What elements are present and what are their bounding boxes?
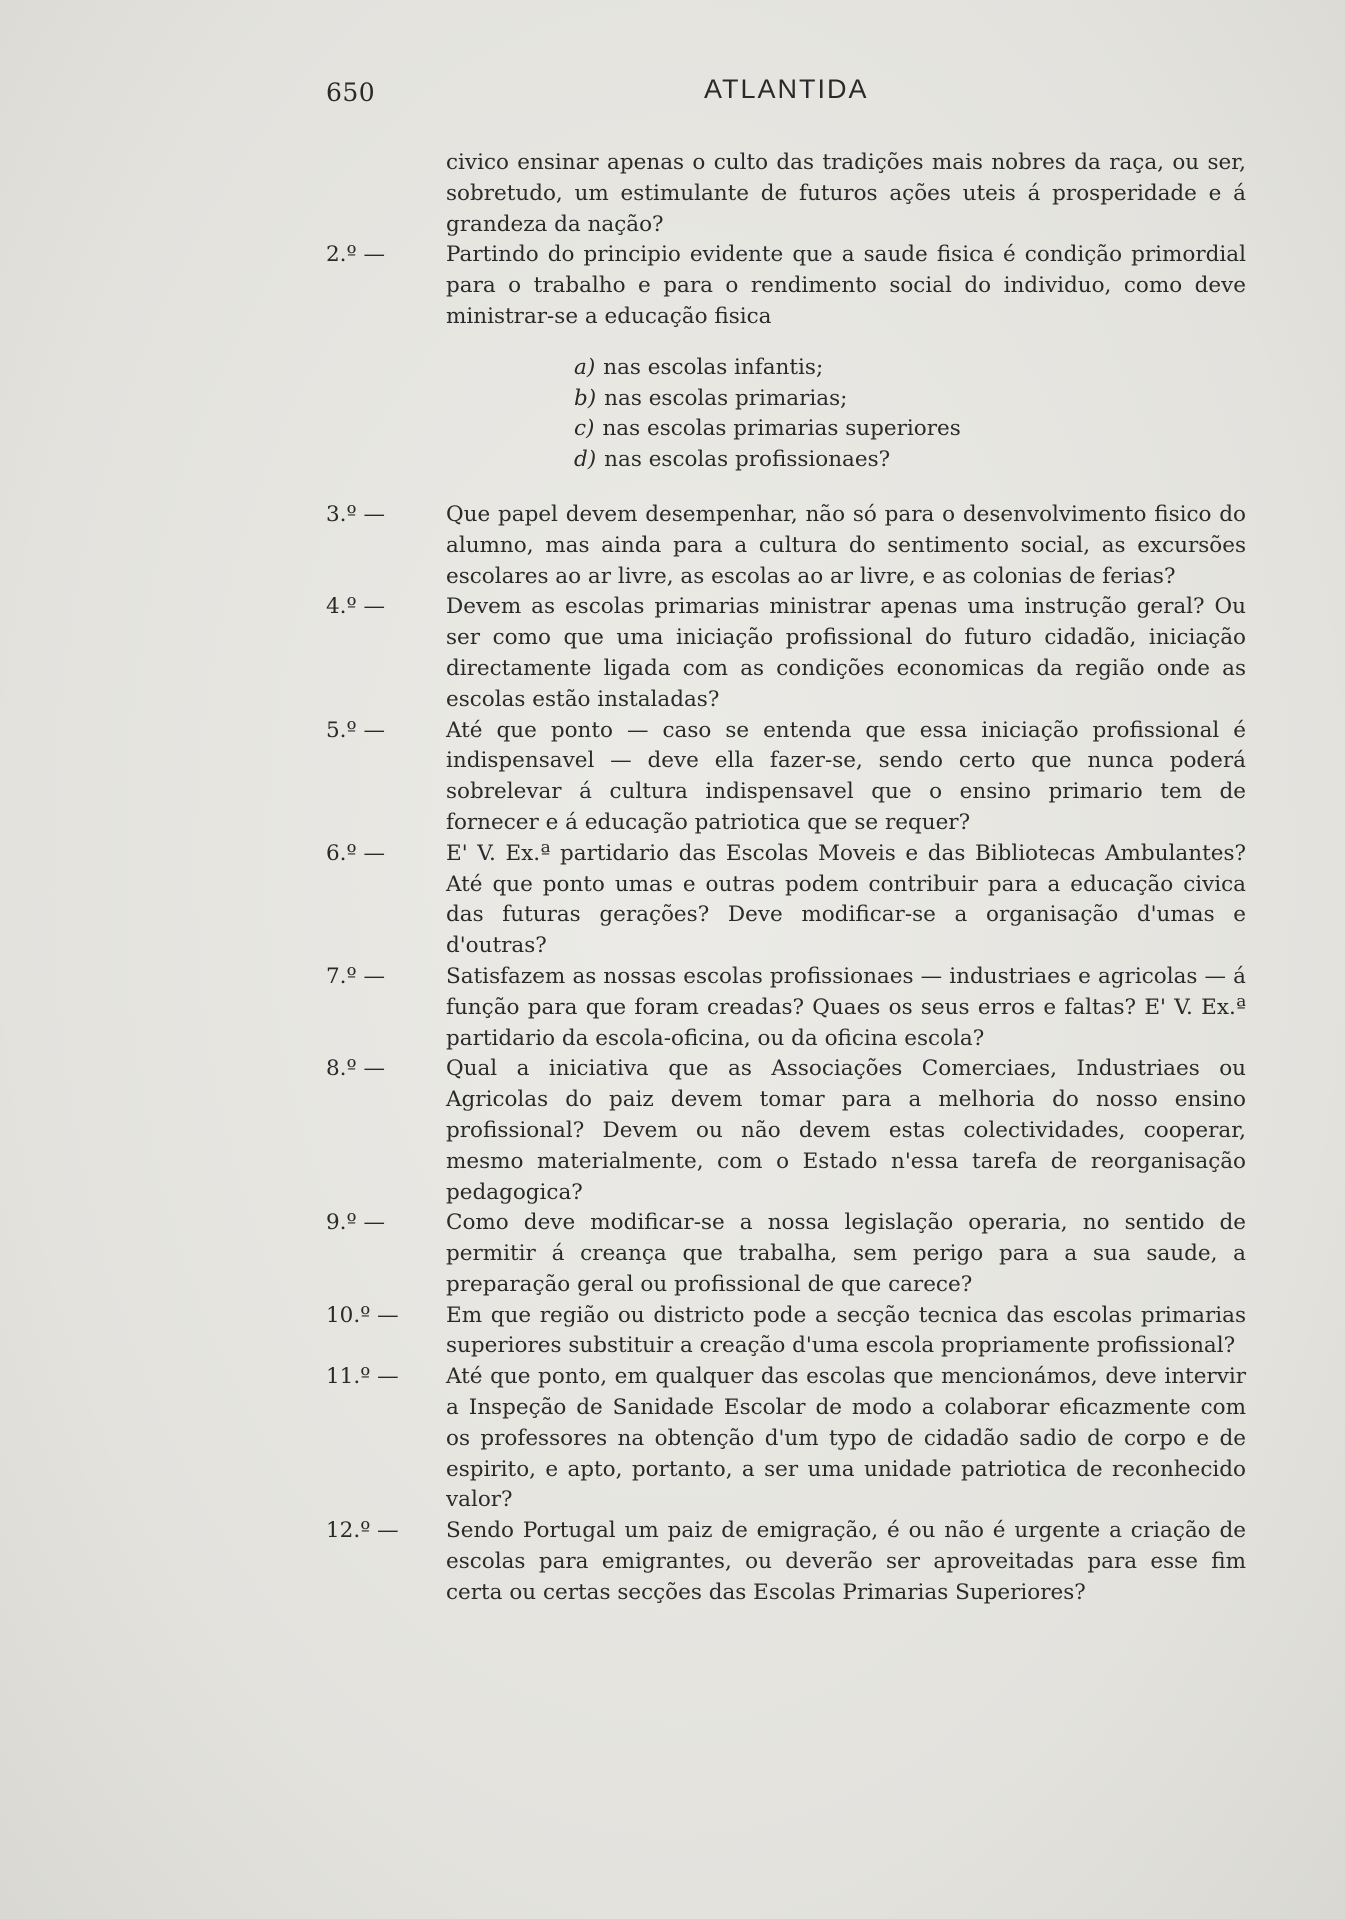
question-text: Qual a iniciativa que as Associações Comerciaes, Industriaes ou Agricolas do paiz devem tomar para a melhoria do nosso ensino profissional? Devem ou não devem estas colectividades, cooperar, mesmo materialmente, com o Estado n'essa tarefa de reorganisação pedagogica? <box>446 1056 1246 1205</box>
question-number: 7.º — <box>326 963 385 989</box>
question-11 <box>326 1362 1246 1516</box>
question-number: 8.º — <box>326 1056 385 1082</box>
questions-body <box>326 148 1246 1609</box>
question-5 <box>326 716 1246 839</box>
sub-item <box>574 445 1246 476</box>
question-number: 3.º — <box>326 501 385 527</box>
sub-item-text: nas escolas infantis; <box>603 354 824 380</box>
question-text: Como deve modificar-se a nossa legislação operaria, no sentido de permitir á creança que trabalha, sem perigo para a sua saude, a preparação geral ou profissional de que carece? <box>446 1210 1246 1297</box>
question-text: Sendo Portugal um paiz de emigração, é ou não é urgente a criação de escolas para emigrantes, ou deverão ser aproveitadas para esse fim certa ou certas secções das Escolas Primarias Superiores? <box>446 1518 1246 1605</box>
question-text: Partindo do principio evidente que a saude fisica é condição primordial para o trabalho e para o rendimento social do individuo, como deve ministrar-se a educação fisica <box>446 242 1246 329</box>
sub-item-text: nas escolas primarias; <box>604 385 848 411</box>
running-title: ATLANTIDA <box>704 74 869 104</box>
question-number: 2.º — <box>326 242 385 268</box>
question-number: 10.º — <box>326 1302 399 1328</box>
question-text: Até que ponto — caso se entenda que essa iniciação profissional é indispensavel — deve ella fazer-se, sendo certo que nunca poderá sobrelevar á cultura indispensavel que o ensino primario tem de fornecer e á educação patriotica que se requer? <box>446 717 1246 835</box>
question-number: 6.º — <box>326 840 385 866</box>
question-text: Em que região ou districto pode a secção tecnica das escolas primarias superiores substituir a creação d'uma escola propriamente profissional? <box>446 1302 1246 1359</box>
question-3 <box>326 500 1246 592</box>
question-9 <box>326 1208 1246 1300</box>
sub-item <box>574 353 1246 384</box>
page-header <box>0 74 1345 114</box>
question-12 <box>326 1516 1246 1608</box>
sub-item-list <box>326 353 1246 476</box>
question-number: 9.º — <box>326 1210 385 1236</box>
question-text: civico ensinar apenas o culto das tradições mais nobres da raça, ou ser, sobretudo, um estimulante de futuros ações uteis á prosperidade e á grandeza da nação? <box>446 150 1246 237</box>
sub-item <box>574 414 1246 445</box>
question-number: 11.º — <box>326 1364 399 1390</box>
sub-item-letter: d) <box>574 447 597 473</box>
question-7 <box>326 962 1246 1054</box>
sub-item <box>574 384 1246 415</box>
question-number: 5.º — <box>326 717 385 743</box>
question-10 <box>326 1301 1246 1363</box>
question-4 <box>326 592 1246 715</box>
question-2 <box>326 240 1246 332</box>
question-8 <box>326 1054 1246 1208</box>
question-text: Devem as escolas primarias ministrar apenas uma instrução geral? Ou ser como que uma iniciação profissional do futuro cidadão, iniciação directamente ligada com as condições economicas da região onde as escolas estão instaladas? <box>446 594 1246 712</box>
sub-item-letter: b) <box>574 385 597 411</box>
question-number: 12.º — <box>326 1518 399 1544</box>
sub-item-text: nas escolas profissionaes? <box>604 447 891 473</box>
question-number: 4.º — <box>326 594 385 620</box>
question-text: Satisfazem as nossas escolas profissionaes — industriaes e agricolas — á função para que foram creadas? Quaes os seus erros e faltas? E' V. Ex.ª partidario da escola-oficina, ou da oficina escola? <box>446 963 1246 1051</box>
question-6 <box>326 839 1246 962</box>
sub-item-text: nas escolas primarias superiores <box>602 416 961 442</box>
question-text: E' V. Ex.ª partidario das Escolas Moveis e das Bibliotecas Ambulantes? Até que ponto umas e outras podem contribuir para a educação civica das futuras gerações? Deve modificar-se a organisação d'umas e d'outras? <box>446 840 1246 959</box>
question-text: Que papel devem desempenhar, não só para o desenvolvimento fisico do alumno, mas ainda para a cultura do sentimento social, as excursões escolares ao ar livre, as escolas ao ar livre, e as colonias de ferias? <box>446 501 1246 589</box>
page-number: 650 <box>326 78 376 107</box>
sub-item-letter: a) <box>574 354 596 380</box>
question-text: Até que ponto, em qualquer das escolas que mencionámos, deve intervir a Inspeção de Sanidade Escolar de modo a colaborar eficazmente com os professores na obtenção d'um typo de cidadão sadio de corpo e de espirito, e apto, portanto, a ser uma unidade patriotica de reconhecido valor? <box>446 1364 1246 1513</box>
sub-item-letter: c) <box>574 416 595 442</box>
question-continuation <box>326 148 1246 240</box>
